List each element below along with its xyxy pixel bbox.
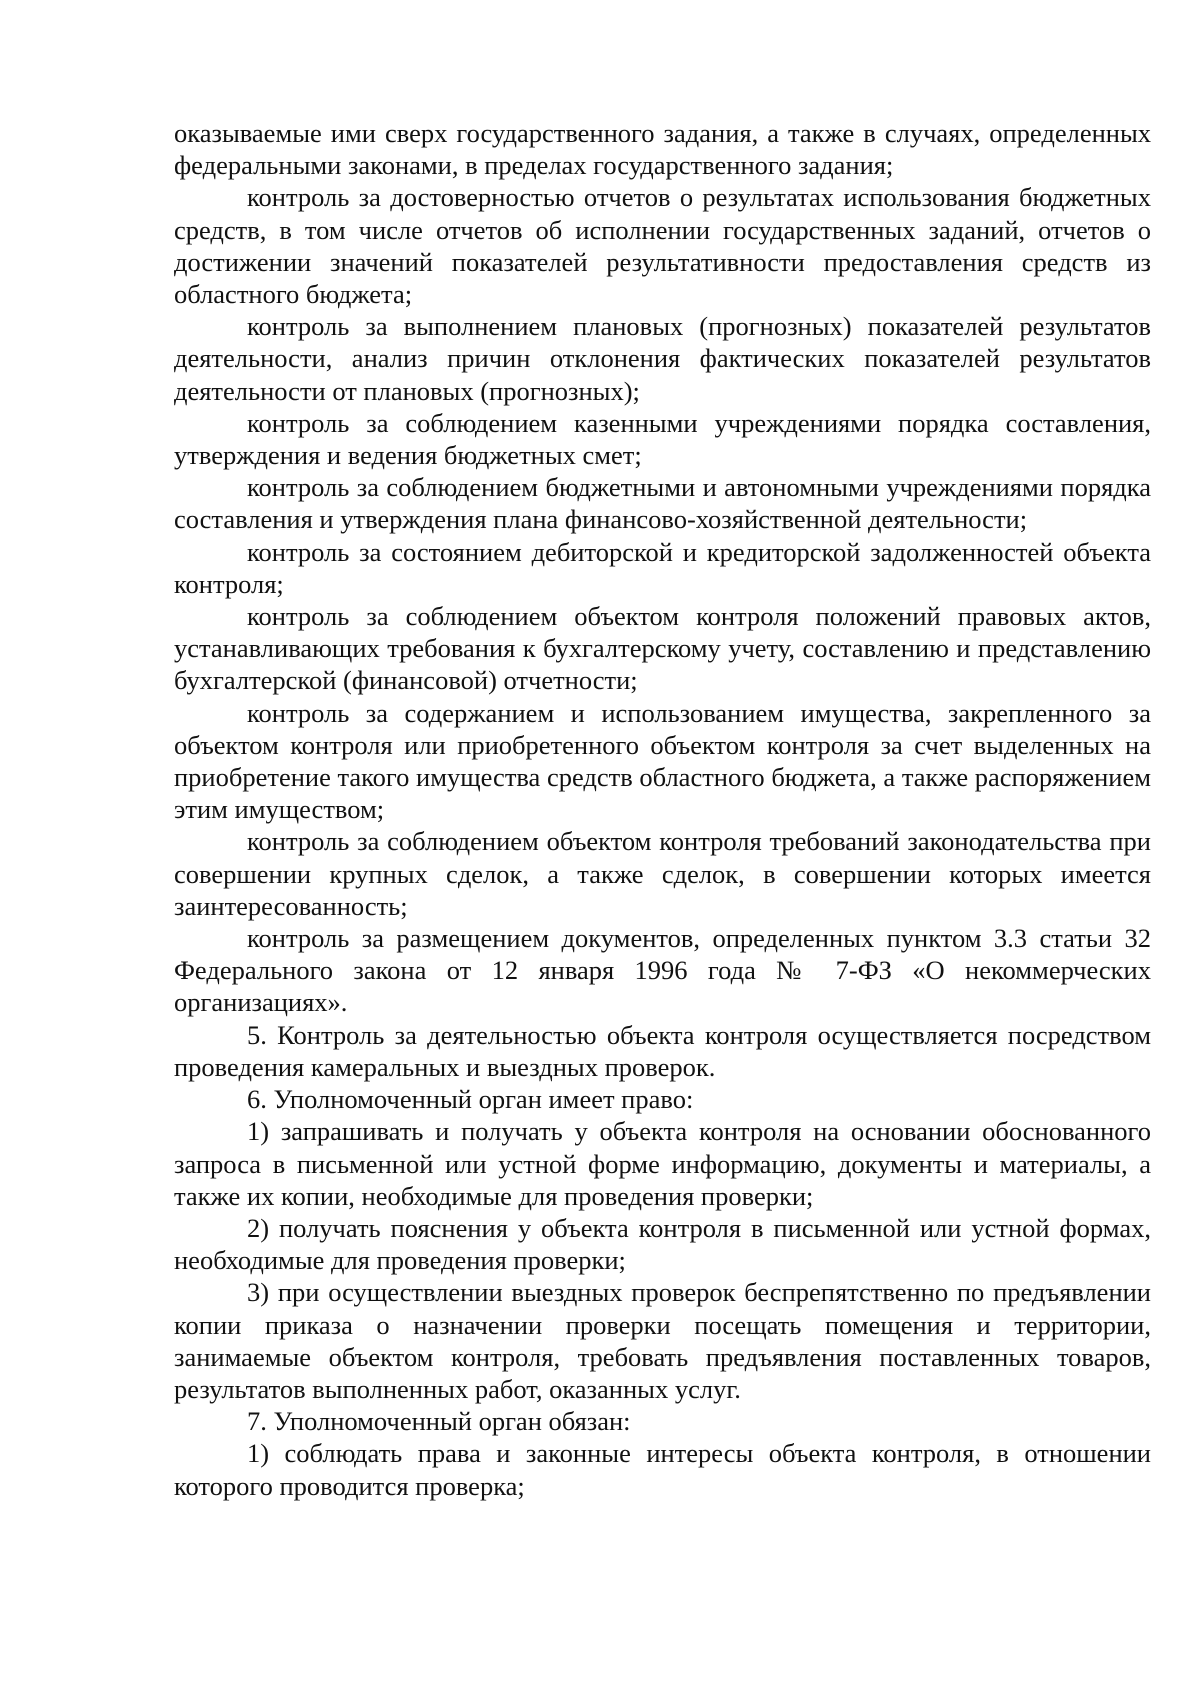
paragraph-major-deals-control: контроль за соблюдением объектом контроля требований законодательства при совершении крупных сделок, а также сделок, в совершении которых имеется заинтересованность;	[174, 826, 1151, 921]
paragraph-report-reliability-control: контроль за достоверностью отчетов о результатах использования бюджетных средств, в том числе отчетов об исполнении государственных заданий, отчетов о достижении значений показателей результативности предоставления средств из областного бюджета;	[174, 182, 1151, 310]
paragraph-accounting-control: контроль за соблюдением объектом контроля положений правовых актов, устанавливающих требования к бухгалтерскому учету, составлению и представлению бухгалтерской (финансовой) отчетности;	[174, 601, 1151, 696]
paragraph-document-placement-control: контроль за размещением документов, определенных пунктом 3.3 статьи 32 Федерального закона от 12 января 1996 года № 7-ФЗ «О некоммерческих организациях».	[174, 923, 1151, 1018]
paragraph-item-6-3: 3) при осуществлении выездных проверок беспрепятственно по предъявлении копии приказа о назначении проверки посещать помещения и территории, занимаемые объектом контроля, требовать предъявления поставленных товаров, результатов выполненных работ, оказанных услуг.	[174, 1277, 1151, 1404]
paragraph-item-6-2: 2) получать пояснения у объекта контроля в письменной или устной формах, необходимые для проведения проверки;	[174, 1212, 1151, 1276]
paragraph-financial-plan-control: контроль за соблюдением бюджетными и автономными учреждениями порядка составления и утверждения плана финансово-хозяйственной деятельности;	[174, 472, 1151, 535]
paragraph-item-6-1: 1) запрашивать и получать у объекта контроля на основании обоснованного запроса в письменной или устной форме информацию, документы и материалы, а также их копии, необходимые для проведения проверки;	[174, 1116, 1151, 1211]
paragraph-continuation: оказываемые ими сверх государственного задания, а также в случаях, определенных федеральными законами, в пределах государственного задания;	[174, 118, 1151, 181]
paragraph-debt-control: контроль за состоянием дебиторской и кредиторской задолженностей объекта контроля;	[174, 536, 1151, 599]
paragraph-budget-estimates-control: контроль за соблюдением казенными учреждениями порядка составления, утверждения и ведения бюджетных смет;	[174, 407, 1151, 471]
paragraph-item-6-heading: 6. Уполномоченный орган имеет право:	[247, 1084, 694, 1115]
paragraph-planned-indicators-control: контроль за выполнением плановых (прогнозных) показателей результатов деятельности, анализ причин отклонения фактических показателей результатов деятельности от плановых (прогнозных);	[174, 311, 1151, 406]
paragraph-item-7-1: 1) соблюдать права и законные интересы объекта контроля, в отношении которого проводится проверка;	[174, 1438, 1151, 1501]
document-page	[174, 117, 1151, 1502]
paragraph-item-7-heading: 7. Уполномоченный орган обязан:	[247, 1406, 631, 1437]
paragraph-property-control: контроль за содержанием и использованием имущества, закрепленного за объектом контроля или приобретенного объектом контроля за счет выделенных на приобретение такого имущества средств областного бюджета, а также распоряжением этим имуществом;	[174, 697, 1151, 825]
paragraph-item-5: 5. Контроль за деятельностью объекта контроля осуществляется посредством проведения камеральных и выездных проверок.	[174, 1019, 1151, 1082]
